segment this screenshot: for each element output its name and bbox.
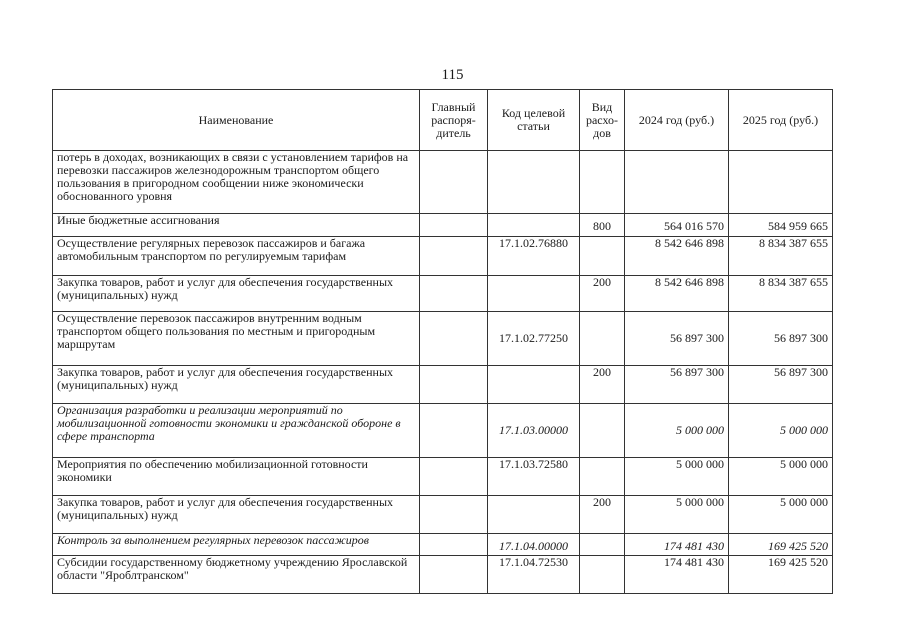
row-2025: 56 897 300 <box>729 366 833 404</box>
row-name: Закупка товаров, работ и услуг для обеспечения государственных (муниципальных) нужд <box>53 366 420 404</box>
row-2025: 584 959 665 <box>729 214 833 237</box>
row-admin <box>420 366 488 404</box>
table-row <box>53 458 833 496</box>
row-name: Контроль за выполнением регулярных перевозок пассажиров <box>53 534 420 556</box>
row-2024: 5 000 000 <box>625 496 729 534</box>
table-row <box>53 237 833 276</box>
table-row <box>53 366 833 404</box>
row-name: Организация разработки и реализации мероприятий по мобилизационной готовности экономики и гражданской обороне в сфере транспорта <box>53 404 420 458</box>
row-admin <box>420 151 488 214</box>
row-kind <box>580 237 625 276</box>
row-name: Субсидии государственному бюджетному учреждению Ярославской области "Яроблтранском" <box>53 556 420 594</box>
row-kind <box>580 458 625 496</box>
row-2025: 5 000 000 <box>729 404 833 458</box>
row-code <box>488 276 580 312</box>
row-kind: 200 <box>580 276 625 312</box>
row-name: потерь в доходах, возникающих в связи с установлением тарифов на перевозки пассажиров железнодорожным транспортом общего пользования в пригородном сообщении ниже экономически обоснованного уровня <box>53 151 420 214</box>
row-code <box>488 214 580 237</box>
row-2024: 56 897 300 <box>625 366 729 404</box>
row-admin <box>420 312 488 366</box>
row-name: Закупка товаров, работ и услуг для обеспечения государственных (муниципальных) нужд <box>53 496 420 534</box>
table-row <box>53 534 833 556</box>
table-header-row <box>53 90 833 151</box>
row-name: Осуществление регулярных перевозок пассажиров и багажа автомобильным транспортом по регулируемым тарифам <box>53 237 420 276</box>
row-code <box>488 496 580 534</box>
budget-table <box>52 89 833 594</box>
row-admin <box>420 458 488 496</box>
row-2025: 169 425 520 <box>729 556 833 594</box>
row-kind <box>580 534 625 556</box>
row-admin <box>420 276 488 312</box>
row-2025: 5 000 000 <box>729 458 833 496</box>
row-2024: 8 542 646 898 <box>625 276 729 312</box>
table-row <box>53 276 833 312</box>
row-code: 17.1.03.00000 <box>488 404 580 458</box>
row-code: 17.1.03.72580 <box>488 458 580 496</box>
row-admin <box>420 237 488 276</box>
row-2025 <box>729 151 833 214</box>
row-kind <box>580 404 625 458</box>
row-admin <box>420 496 488 534</box>
table-row <box>53 404 833 458</box>
header-2024: 2024 год (руб.) <box>625 90 729 151</box>
row-2024: 56 897 300 <box>625 312 729 366</box>
row-code: 17.1.04.00000 <box>488 534 580 556</box>
row-2025: 56 897 300 <box>729 312 833 366</box>
row-2025: 169 425 520 <box>729 534 833 556</box>
row-name: Осуществление перевозок пассажиров внутренним водным транспортом общего пользования по местным и пригородным маршрутам <box>53 312 420 366</box>
row-2024: 174 481 430 <box>625 534 729 556</box>
row-code: 17.1.04.72530 <box>488 556 580 594</box>
row-name: Иные бюджетные ассигнования <box>53 214 420 237</box>
table-row <box>53 496 833 534</box>
row-admin <box>420 556 488 594</box>
table-row <box>53 151 833 214</box>
header-kind: Вид расхо-дов <box>580 90 625 151</box>
row-kind <box>580 151 625 214</box>
row-admin <box>420 534 488 556</box>
row-kind: 200 <box>580 366 625 404</box>
row-code: 17.1.02.76880 <box>488 237 580 276</box>
row-2025: 8 834 387 655 <box>729 237 833 276</box>
header-name: Наименование <box>53 90 420 151</box>
row-kind: 800 <box>580 214 625 237</box>
row-2024: 8 542 646 898 <box>625 237 729 276</box>
table-row <box>53 214 833 237</box>
row-2024 <box>625 151 729 214</box>
row-kind: 200 <box>580 496 625 534</box>
row-name: Закупка товаров, работ и услуг для обеспечения государственных (муниципальных) нужд <box>53 276 420 312</box>
header-2025: 2025 год (руб.) <box>729 90 833 151</box>
row-name: Мероприятия по обеспечению мобилизационной готовности экономики <box>53 458 420 496</box>
header-code: Код целевой статьи <box>488 90 580 151</box>
row-admin <box>420 404 488 458</box>
table-row <box>53 312 833 366</box>
row-admin <box>420 214 488 237</box>
page-number: 115 <box>441 67 464 83</box>
row-kind <box>580 556 625 594</box>
header-admin: Главный распоря-дитель <box>420 90 488 151</box>
row-2024: 5 000 000 <box>625 404 729 458</box>
row-code <box>488 366 580 404</box>
row-2024: 5 000 000 <box>625 458 729 496</box>
table-row <box>53 556 833 594</box>
row-kind <box>580 312 625 366</box>
row-2025: 5 000 000 <box>729 496 833 534</box>
row-code <box>488 151 580 214</box>
row-2024: 564 016 570 <box>625 214 729 237</box>
row-2024: 174 481 430 <box>625 556 729 594</box>
row-code: 17.1.02.77250 <box>488 312 580 366</box>
row-2025: 8 834 387 655 <box>729 276 833 312</box>
